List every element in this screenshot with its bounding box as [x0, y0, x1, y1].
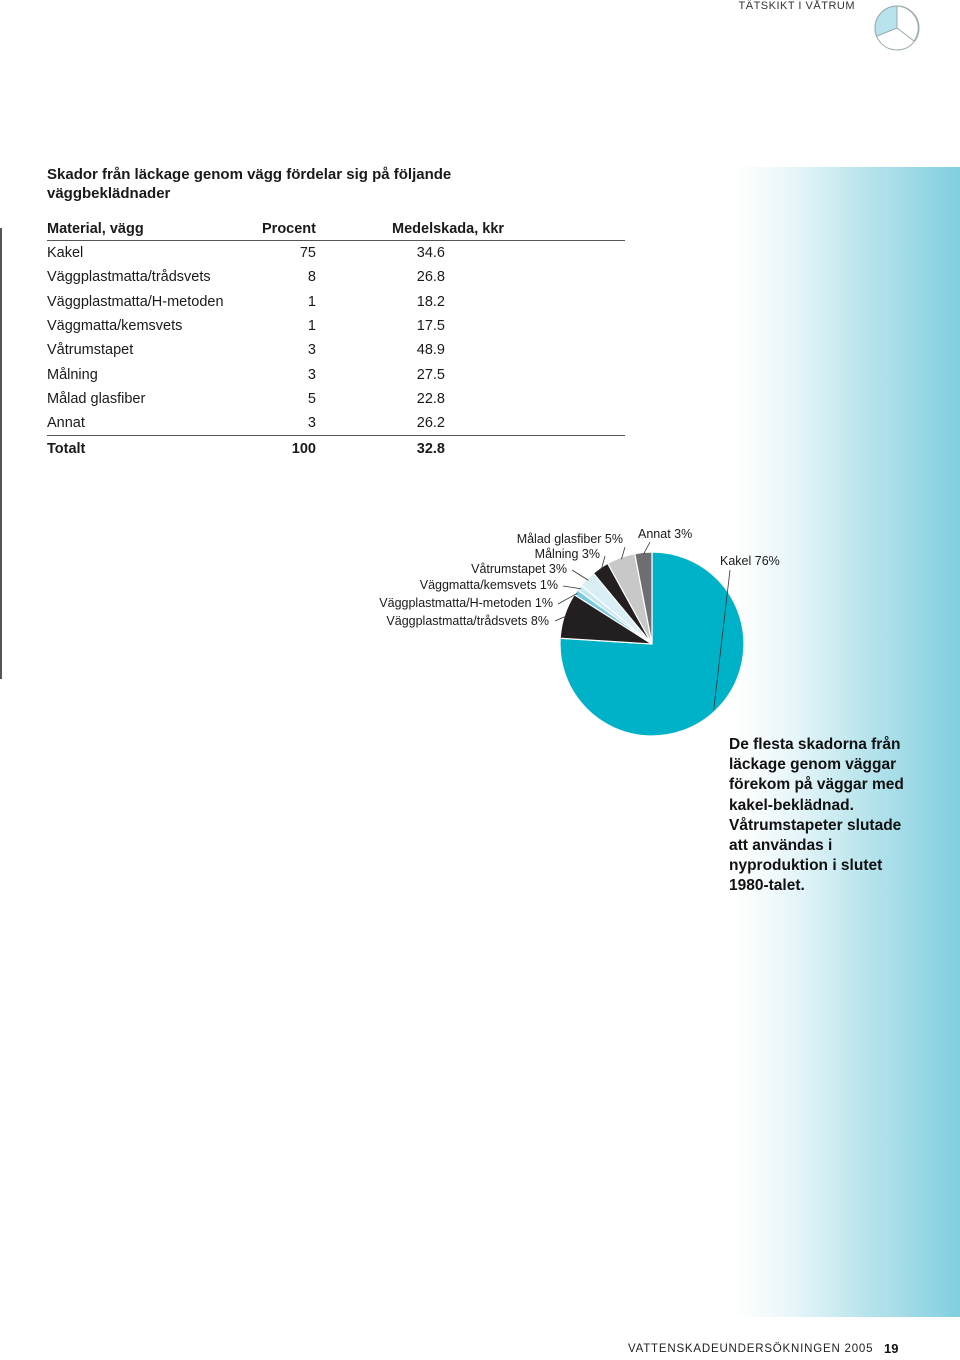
row-material: Våtrumstapet: [47, 342, 134, 359]
row-avg-damage: 26.2: [416, 415, 445, 432]
total-percent: 100: [291, 440, 316, 457]
row-material: Väggplastmatta/H-metoden: [47, 293, 224, 310]
pie-label: Väggmatta/kemsvets 1%: [419, 578, 558, 592]
pie-label: Väggplastmatta/trådsvets 8%: [386, 614, 549, 628]
column-header-material: Material, vägg: [47, 221, 144, 237]
column-header-percent: Procent: [262, 221, 316, 237]
row-avg-damage: 27.5: [416, 366, 445, 383]
section-label: TÄTSKIKT I VÅTRUM: [738, 0, 855, 12]
row-percent: 8: [307, 269, 316, 286]
pie-label: Annat 3%: [638, 527, 693, 541]
row-avg-damage: 17.5: [416, 318, 445, 335]
pie-label: Väggplastmatta/H-metoden 1%: [379, 596, 553, 610]
row-percent: 3: [307, 342, 316, 359]
pie-leader-line: [572, 570, 588, 580]
total-avg-damage: 32.8: [416, 440, 445, 457]
row-avg-damage: 34.6: [416, 245, 445, 262]
pie-label: Målad glasfiber 5%: [516, 532, 623, 546]
pie-leader-line: [563, 586, 581, 589]
page-number: 19: [884, 1341, 899, 1356]
total-label: Totalt: [47, 440, 86, 457]
row-percent: 3: [307, 415, 316, 432]
pie-label: Våtrumstapet 3%: [471, 562, 567, 576]
table-title: Skador från läckage genom vägg fördelar sig på följande väggbeklädnader: [47, 166, 452, 202]
row-avg-damage: 48.9: [416, 342, 445, 359]
row-avg-damage: 18.2: [416, 293, 445, 310]
row-material: Målad glasfiber: [47, 390, 146, 407]
row-percent: 1: [307, 318, 316, 335]
row-percent: 1: [307, 293, 316, 310]
row-material: Väggmatta/kemsvets: [47, 318, 183, 335]
row-avg-damage: 26.8: [416, 269, 445, 286]
row-percent: 75: [299, 245, 316, 262]
row-material: Annat: [47, 415, 85, 432]
row-material: Kakel: [47, 245, 84, 262]
column-header-avg-damage: Medelskada, kkr: [392, 221, 505, 237]
chart-caption: De flesta skadorna från läckage genom väggar förekom på väggar med kakel-beklädnad. Våtrumstapeter slutade att användas i nyproduktion i slutet 1980-talet.: [729, 736, 904, 895]
row-material: Målning: [47, 366, 98, 383]
row-material: Väggplastmatta/trådsvets: [47, 269, 211, 286]
row-avg-damage: 22.8: [416, 390, 445, 407]
pie-label: Kakel 76%: [720, 554, 780, 568]
row-percent: 3: [307, 366, 316, 383]
pie-label: Målning 3%: [534, 547, 600, 561]
row-percent: 5: [307, 390, 316, 407]
footer-publication: VATTENSKADEUNDERSÖKNINGEN 2005: [628, 1343, 874, 1355]
